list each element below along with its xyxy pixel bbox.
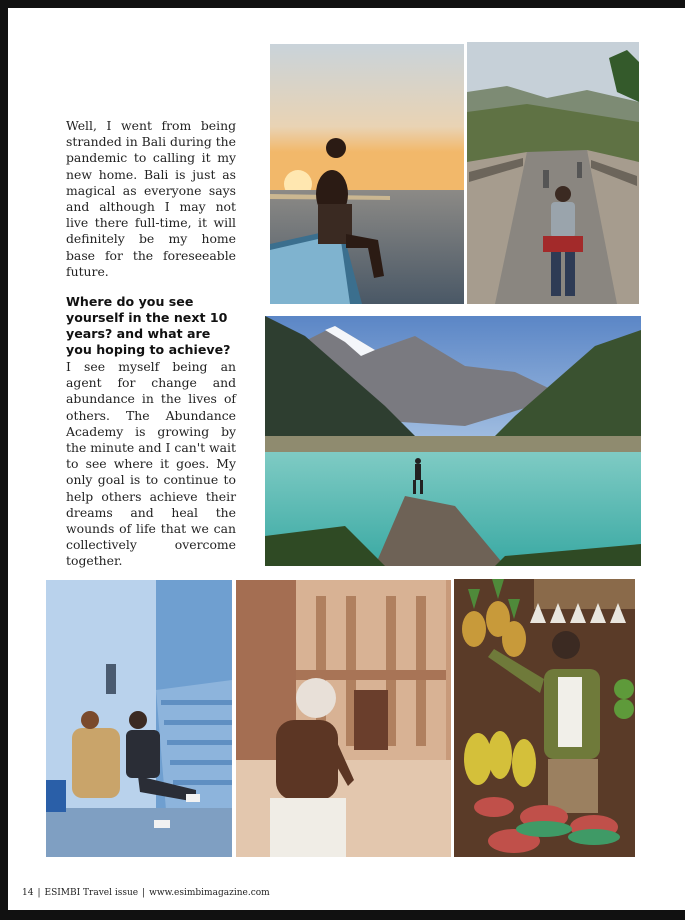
website-url: www.esimbimagazine.com xyxy=(149,888,270,898)
photo-great-wall xyxy=(467,42,639,304)
interview-question: Where do you see yourself in the next 10 years? and what are you hoping to achieve? xyxy=(66,294,231,358)
article-text-column xyxy=(66,118,236,570)
photo-fruit-market xyxy=(454,579,635,857)
photo-blue-city-stairs xyxy=(46,580,232,857)
answer-paragraph-bali: Well, I went from being stranded in Bali during the pandemic to calling it my new home. Bali is just as magical as everyone says and although I may not live there full-time, it will definitely be my home base for the foreseeable future. xyxy=(66,118,236,279)
photo-mountain-lake xyxy=(265,316,641,566)
photo-petra-treasury xyxy=(236,580,451,857)
page-number: 14 xyxy=(22,888,34,898)
page-footer: 14 | ESIMBI Travel issue | www.esimbimagazine.com xyxy=(22,888,270,898)
answer-paragraph-future: I see myself being an agent for change and abundance in the lives of others. The Abundance Academy is growing by the minute and I can't wait to see where it goes. My only goal is to continue to help others achieve their dreams and heal the wounds of life that we can collectively overcome together. xyxy=(66,359,236,569)
publication-name: ESIMBI Travel issue xyxy=(44,888,139,898)
photo-sunset-boat xyxy=(270,44,464,304)
